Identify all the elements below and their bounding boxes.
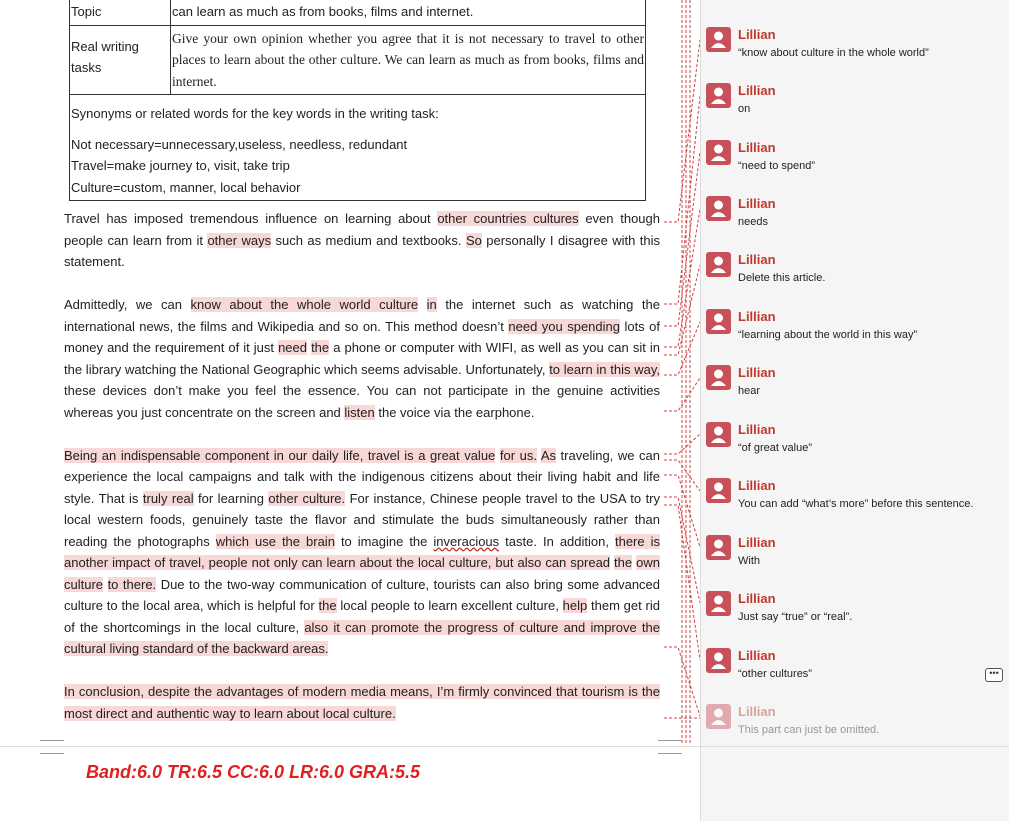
text-run: for learning [193,490,269,506]
text-run: Travel has imposed tremendous influence on learning about [64,211,438,226]
user-avatar-icon [706,252,731,277]
task-table [69,0,646,201]
comment-text: needs [738,216,768,228]
comment-text: You can add “what’s more” before this sentence. [738,498,974,510]
synonym-line: Not necessary=unnecessary,useless, needless, redundant [71,136,408,152]
text-run: personally I disagree with this statement. [64,232,660,269]
comment-author: Lillian [738,365,776,380]
text-run: lots of money and the requirement of it just [64,318,661,355]
page-margin-marker [40,740,64,754]
text-run: taste. In addition, [499,533,615,549]
comment-author: Lillian [738,704,776,719]
user-avatar-icon [706,309,731,334]
commented-text[interactable]: help [562,598,588,613]
text-run [418,297,427,312]
task-label: Real writing tasks [70,25,171,95]
comment-text: “know about culture in the whole world” [738,47,929,59]
commented-text[interactable]: in [426,297,437,312]
text-run: a phone or computer with WIFI, as well as you can sit in the library watching the National Geographic which seems advisable. Unfortunately, [64,340,660,377]
text-run: For instance, Chinese people travel to the USA to try local western foods, genuinely taste the flavor and stimulate the buds simultaneously rather than reading the photographs [64,490,661,549]
comment-text: “learning about the world in this way” [738,329,918,341]
table-row [70,0,646,25]
comment-author: Lillian [738,140,776,155]
user-avatar-icon [706,365,731,390]
commented-text[interactable]: know about the whole world culture [190,297,419,312]
essay-paragraph-1 [64,208,660,273]
synonym-line: Travel=make journey to, visit, take trip [71,158,290,173]
user-avatar-icon [706,83,731,108]
comment-text: Delete this article. [738,272,826,284]
user-avatar-icon [706,196,731,221]
comment-author: Lillian [738,252,776,267]
user-avatar-icon [706,704,731,729]
comment-text: This part can just be omitted. [738,724,880,736]
text-run: local people to learn excellent culture, [336,598,563,613]
page-divider [0,746,1009,747]
commented-text[interactable]: which use the brain [215,533,335,549]
comment-author: Lillian [738,83,776,98]
commented-text[interactable]: Being an indispensable component in our daily life, travel is [64,447,419,463]
text-run: Due to the two-way communication of culture, tourists can also bring some advanced culture to the local area, which is helpful for [64,576,661,613]
commented-text[interactable]: So [465,232,482,248]
commented-text[interactable]: for us. [499,447,537,463]
commented-text[interactable]: the [614,555,633,570]
synonyms-cell [70,95,646,201]
essay-paragraph-3 [64,445,660,660]
comment-text: on [738,103,751,115]
topic-text: can learn as much as from books, films and internet. [171,0,646,25]
spelling-error[interactable]: inveracious [433,533,500,549]
commented-text[interactable]: As [540,447,556,463]
user-avatar-icon [706,422,731,447]
commented-text[interactable]: there is another impact of travel, people not only can learn about the local culture, but also can spread [64,533,661,570]
comments-panel[interactable] [700,0,1009,821]
text-run: the voice via the earphone. [374,404,535,420]
table-row [70,25,646,95]
commented-text[interactable]: to learn in this way, [549,361,661,377]
commented-text[interactable]: the [318,598,337,613]
text-run: even though people can learn from it [64,211,660,248]
synonyms-heading: Synonyms or related words for the key words in the writing task: [71,106,439,121]
commented-text[interactable]: other countries cultures [437,211,579,226]
text-run: them get rid of the shortcomings in the local culture, [64,598,660,635]
user-avatar-icon [706,535,731,560]
user-avatar-icon [706,648,731,673]
commented-text[interactable]: need [278,340,307,355]
comment-text: hear [738,385,761,397]
task-text: Give your own opinion whether you agree that it is not necessary to travel to other places to learn about the other culture. We can learn as much as from books, films and internet. [171,25,646,95]
comment-text: Just say “true” or “real”. [738,611,853,623]
essay-paragraph-4 [64,681,660,724]
table-row [70,95,646,201]
comment-connector-lines [664,0,700,745]
text-run: traveling, we can experience the local campaigns and talk with the indigenous citizens about their living habit and life style. That is [64,447,661,506]
commented-text[interactable]: other ways [207,232,272,248]
commented-text[interactable]: also it can promote the progress of culture and improve the cultural living standard of the backward areas. [64,619,661,656]
comment-author: Lillian [738,535,776,550]
essay-body[interactable] [64,208,660,746]
ellipsis-icon[interactable]: ••• [985,668,1003,682]
commented-text[interactable]: truly real [142,490,194,506]
text-run: these devices don’t make you feel the essence. You can not participate in the genuine activities whereas you just concentrate on the screen and [64,383,660,420]
comment-text: With [738,555,760,567]
comment-author: Lillian [738,648,776,663]
comment-text: “need to spend” [738,160,816,172]
user-avatar-icon [706,140,731,165]
comment-text: “of great value” [738,442,812,454]
band-score: Band:6.0 TR:6.5 CC:6.0 LR:6.0 GRA:5.5 [86,762,421,782]
comment-author: Lillian [738,478,776,493]
text-run: such as medium and textbooks. [271,232,466,248]
text-run: Admittedly, we can [64,297,191,312]
user-avatar-icon [706,27,731,52]
commented-text[interactable]: need you spending [508,318,620,334]
comment-text: “other cultures” [738,668,812,680]
comment-author: Lillian [738,309,776,324]
synonym-line: Culture=custom, manner, local behavior [71,179,301,195]
user-avatar-icon [706,478,731,503]
commented-text[interactable]: other culture. [268,490,346,506]
comment-author: Lillian [738,196,776,211]
commented-text[interactable]: the [311,340,330,355]
text-run [103,577,108,592]
topic-label: Topic [70,0,171,25]
essay-paragraph-2 [64,294,660,423]
user-avatar-icon [706,591,731,616]
text-run: the internet such as watching the international news, the films and Wikipedia and so on. This method doesn’t [64,297,660,334]
commented-text[interactable]: In conclusion, despite the advantages of modern media means, I’m firmly convinced that tourism is the most direct and authentic way to learn about local culture. [64,684,660,721]
commented-text[interactable]: to there. [107,576,157,592]
page-margin-marker [658,740,682,754]
commented-text[interactable]: listen [344,404,375,420]
commented-text[interactable]: own culture [64,555,660,592]
commented-text[interactable]: a great value [418,447,496,463]
comment-author: Lillian [738,422,776,437]
comment-author: Lillian [738,591,776,606]
comment-author: Lillian [738,27,776,42]
text-run: to imagine the [334,533,434,549]
